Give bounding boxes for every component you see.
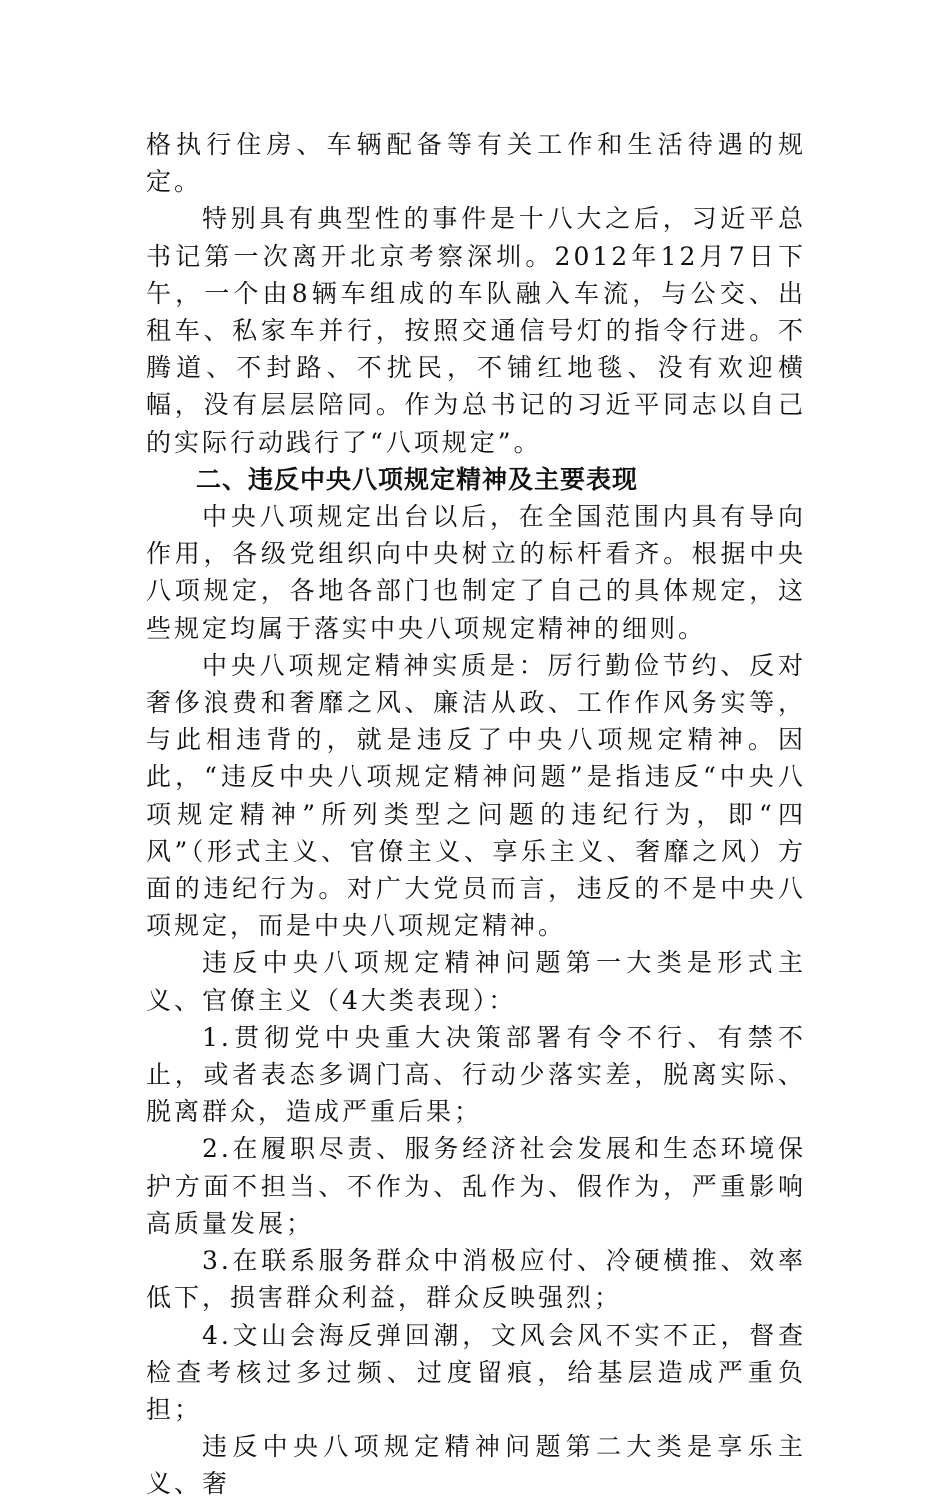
- paragraph-category-one: 违反中央八项规定精神问题第一大类是形式主义、官僚主义（4大类表现）：: [146, 948, 806, 1015]
- section-heading: 二、违反中央八项规定精神及主要表现: [196, 464, 639, 494]
- paragraph-spirit-essence: 中央八项规定精神实质是：厉行勤俭节约、反对奢侈浪费和奢靡之风、廉洁从政、工作作风务实等，与此相违背的，就是违反了中央八项规定精神。因此，“违反中央八项规定精神问题”是指违反“中央八项规定精神”所列类型之问题的违纪行为，即“四风”（形式主义、官僚主义、享乐主义、奢靡之风）方面的违纪行为。对广大党员而言，违反的不是中央八项规定，而是中央八项规定精神。: [146, 650, 806, 941]
- paragraph-guidance-role: 中央八项规定出台以后，在全国范围内具有导向作用，各级党组织向中央树立的标杆看齐。根据中央八项规定，各地各部门也制定了自己的具体规定，这些规定均属于落实中央八项规定精神的细则。: [146, 502, 806, 643]
- paragraph-shenzhen-inspection: 特别具有典型性的事件是十八大之后，习近平总书记第一次离开北京考察深圳。2012年12月7日下午，一个由8辆车组成的车队融入车流，与公交、出租车、私家车并行，按照交通信号灯的指令行进。不腾道、不封路、不扰民，不铺红地毯、没有欢迎横幅，没有层层陪同。作为总书记的习近平同志以自己的实际行动践行了“八项规定”。: [146, 204, 806, 457]
- list-item-1: 1.贯彻党中央重大决策部署有令不行、有禁不止，或者表态多调门高、行动少落实差，脱离实际、脱离群众，造成严重后果；: [146, 1022, 806, 1127]
- list-item-2: 2.在履职尽责、服务经济社会发展和生态环境保护方面不担当、不作为、乱作为、假作为，严重影响高质量发展；: [146, 1134, 806, 1238]
- paragraph-continuation: 格执行住房、车辆配备等有关工作和生活待遇的规定。: [146, 130, 806, 197]
- document-body: [146, 126, 806, 1503]
- paragraph-category-two: 违反中央八项规定精神问题第二大类是享乐主义、奢: [146, 1432, 806, 1499]
- list-item-4: 4.文山会海反弹回潮，文风会风不实不正，督查检查考核过多过频、过度留痕，给基层造成严重负担；: [146, 1320, 806, 1424]
- list-item-3: 3.在联系服务群众中消极应付、冷硬横推、效率低下，损害群众利益，群众反映强烈；: [146, 1246, 806, 1313]
